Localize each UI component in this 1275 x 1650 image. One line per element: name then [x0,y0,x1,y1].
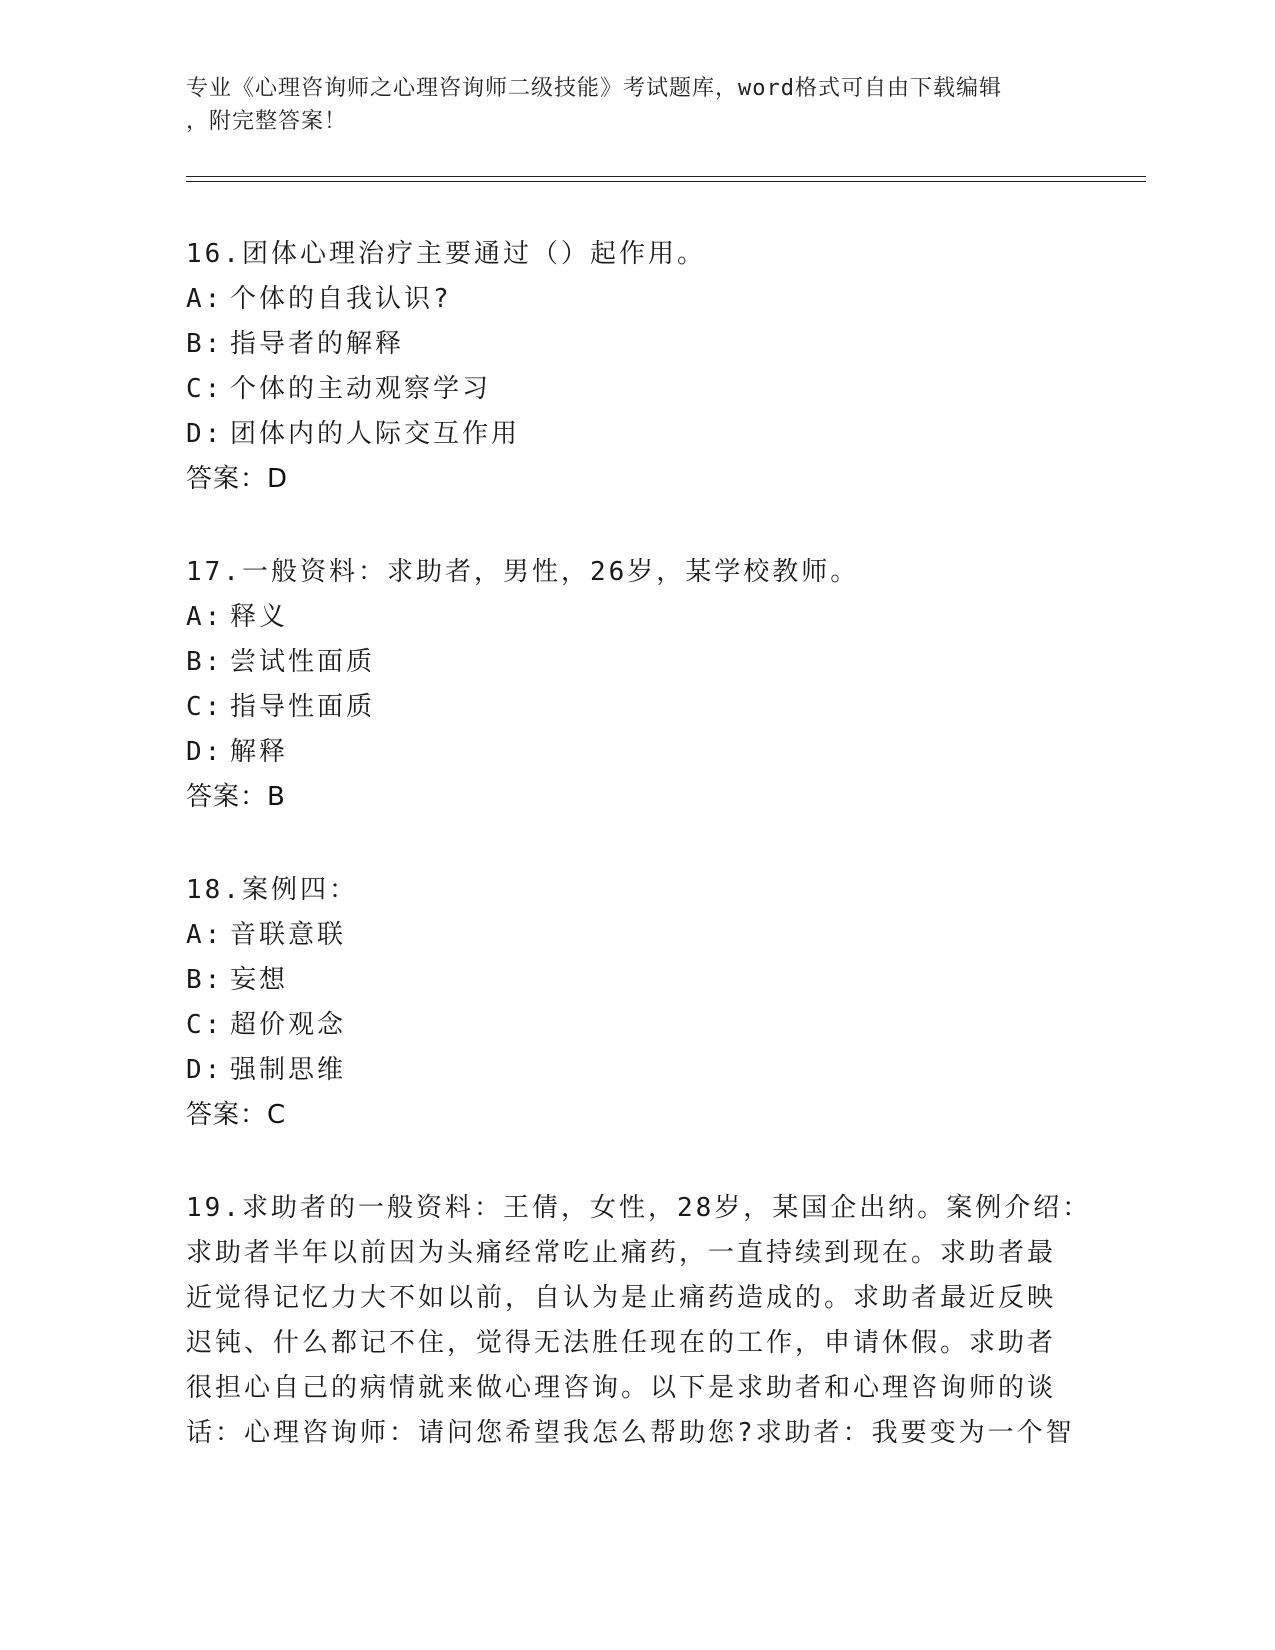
option-text: 妄想 [230,965,289,995]
option-c [186,1003,1086,1048]
question-16 [186,232,1086,502]
option-text: 强制思维 [230,1055,347,1085]
option-text: 团体内的人际交互作用 [230,419,521,449]
stem-line: 话：心理咨询师：请问您希望我怎么帮助您?求助者：我要变为一个智 [186,1418,1075,1448]
option-letter: C: [186,1010,224,1040]
question-19 [186,1186,1092,1456]
stem-line: 迟钝、什么都记不住，觉得无法胜任现在的工作，申请休假。求助者 [186,1328,1057,1358]
option-text: 指导者的解释 [230,329,405,359]
option-d [186,1048,1086,1093]
answer-label: 答案：B [186,782,286,812]
option-text: 解释 [230,737,289,767]
question-stem [186,1186,1092,1456]
option-b [186,958,1086,1003]
option-b [186,322,1086,367]
option-text: 音联意联 [230,920,347,950]
header-line-2: ，附完整答案！ [186,109,348,134]
stem-line: 近觉得记忆力大不如以前，自认为是止痛药造成的。求助者最近反映 [186,1283,1057,1313]
option-text: 超价观念 [230,1010,347,1040]
option-letter: C: [186,374,224,404]
question-17 [186,550,1086,820]
option-letter: A: [186,284,224,314]
option-a [186,277,1086,322]
option-a [186,913,1086,958]
option-text: 指导性面质 [230,692,376,722]
option-text: 个体的自我认识? [230,284,452,314]
stem-line: 19.求助者的一般资料：王倩，女性，28岁，某国企出纳。案例介绍： [186,1193,1092,1223]
option-letter: B: [186,965,224,995]
option-letter: B: [186,647,224,677]
stem-line: 很担心自己的病情就来做心理咨询。以下是求助者和心理咨询师的谈 [186,1373,1057,1403]
option-text: 个体的主动观察学习 [230,374,492,404]
option-letter: D: [186,1055,224,1085]
header-rule-bottom [186,181,1146,182]
answer-label: 答案：D [186,464,289,494]
option-letter: D: [186,737,224,767]
question-18 [186,868,1086,1138]
question-stem: 17.一般资料：求助者，男性，26岁，某学校教师。 [186,557,860,587]
question-stem: 16.团体心理治疗主要通过（）起作用。 [186,239,706,269]
header-rule-top [186,176,1146,177]
header-line-1: 专业《心理咨询师之心理咨询师二级技能》考试题库，word格式可自由下载编辑 [186,76,1002,101]
question-stem: 18.案例四： [186,875,358,905]
option-b [186,640,1086,685]
option-letter: C: [186,692,224,722]
option-text: 释义 [230,602,289,632]
option-letter: B: [186,329,224,359]
option-d [186,412,1086,457]
document-header [186,72,1066,138]
option-c [186,367,1086,412]
option-c [186,685,1086,730]
option-letter: D: [186,419,224,449]
option-text: 尝试性面质 [230,647,376,677]
stem-line: 求助者半年以前因为头痛经常吃止痛药，一直持续到现在。求助者最 [186,1238,1057,1268]
option-a [186,595,1086,640]
option-d [186,730,1086,775]
answer-label: 答案：C [186,1100,287,1130]
option-letter: A: [186,602,224,632]
option-letter: A: [186,920,224,950]
